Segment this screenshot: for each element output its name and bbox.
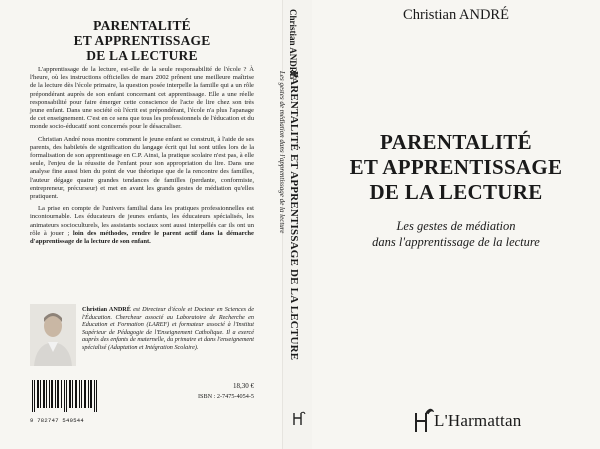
blurb-paragraph: L'apprentissage de la lecture, est-elle de la seule responsabilité de l'école ? À l'heure, où les instructions officielles de mars 2002 prônent une meilleure maîtrise de la lecture dès l'école primaire, la question posée interpelle la famille qui a un rôle prépondérant auprès de son enfant concernant cet apprentissage. Elle a une réelle responsabilité pour faire émerger cette conscience de l'acte de lire chez son très jeune enfant. Dans une société où l'écrit est prépondérant, l'école n'a plus l'apanage de cet enseignement. C'est en ce sens que tous les professionnels de l'éducation et du monde socio-éducatif sont concernés pour le désacraliser.: [30, 66, 254, 131]
front-title-line: PARENTALITÉ: [380, 130, 532, 154]
blurb-paragraph: [30, 205, 254, 246]
author-photo: [30, 304, 76, 366]
spine-subtitle: Les gestes de médiation dans l'apprentissage de la lecture: [278, 71, 286, 234]
isbn: ISBN : 2-7475-4054-5: [197, 393, 254, 400]
publisher-logo: [412, 405, 572, 435]
back-cover: [0, 0, 282, 449]
barcode-icon: [30, 380, 100, 414]
barcode: [30, 380, 100, 424]
author-bio: [82, 306, 254, 352]
front-title-line: DE LA LECTURE: [369, 180, 543, 204]
book-spine: [278, 0, 314, 449]
back-title-line: PARENTALITÉ: [93, 18, 191, 33]
price: 18,30 €: [233, 382, 254, 390]
front-subtitle-line: Les gestes de médiation: [396, 219, 516, 233]
front-author: Christian ANDRÉ: [403, 7, 509, 23]
blurb-bold-text: loin des méthodes, rendre le parent actif dans la démarche d'apprentissage de la lecture de son enfant.: [30, 229, 254, 246]
front-subtitle: [312, 218, 600, 250]
barcode-number: 9 782747 540544: [30, 417, 85, 424]
front-title: [312, 130, 600, 205]
blurb-text: La prise en compte de l'univers familial dans les pratiques professionnelles est incontournable. Les éducateurs de jeunes enfants, les éducateurs spécialisés, les animateurs socioculturels, les assistants sociaux sont aussi interpellés car ils ont un rôle à jouer ;: [30, 205, 254, 237]
blurb-paragraph: Christian André nous montre comment le jeune enfant se construit, à l'aide de ses parents, des habiletés de signification du langage écrit qui lui sont utiles lors de la formalisation de son apprentissage en C.P. Ainsi, la pratique scolaire n'est pas, à elle seule, l'enjeu de la réussite de l'enfant pour son appropriation du lire. Dans une analyse fine aussi bien du point de vue théorique que de la rencontre des familles, l'auteur dégage quatre grandes tendances de familles (perdante, conformiste, entrepreneur, précurseur) et met en avant les grands gestes de médiation qu'elles pratiquent.: [30, 135, 254, 201]
bio-text: est Directeur d'école et Docteur en Sciences de l'Éducation. Chercheur associé au Laboratoire de Recherche en Education et Formation (LAREF) et formateur associé à l'Institut Supérieur de Pédagogie de l'Enseignement Catholique. Il a exercé auprès des enfants de maternelle, du primaire et dans l'enseignement spécialisé (Adaptation et Intégration Scolaire).: [82, 306, 254, 351]
harmattan-h-icon: [412, 405, 434, 433]
spine-author: Christian ANDRÉ: [288, 9, 298, 80]
back-title-line: DE LA LECTURE: [86, 48, 198, 63]
spine-title: PARENTALITÉ ET APPRENTISSAGE DE LA LECTURE: [288, 71, 300, 361]
front-cover: [312, 0, 600, 449]
publisher-name: L'Harmattan: [434, 411, 522, 430]
author-portrait-icon: [30, 304, 76, 366]
front-title-line: ET APPRENTISSAGE: [349, 155, 563, 179]
back-title: [30, 18, 254, 63]
publisher-logo-icon: [292, 410, 306, 426]
bio-author-name: Christian ANDRÉ: [82, 306, 131, 313]
back-blurb: [30, 66, 254, 250]
front-subtitle-line: dans l'apprentissage de la lecture: [372, 235, 540, 249]
back-title-line: ET APPRENTISSAGE: [73, 33, 211, 48]
